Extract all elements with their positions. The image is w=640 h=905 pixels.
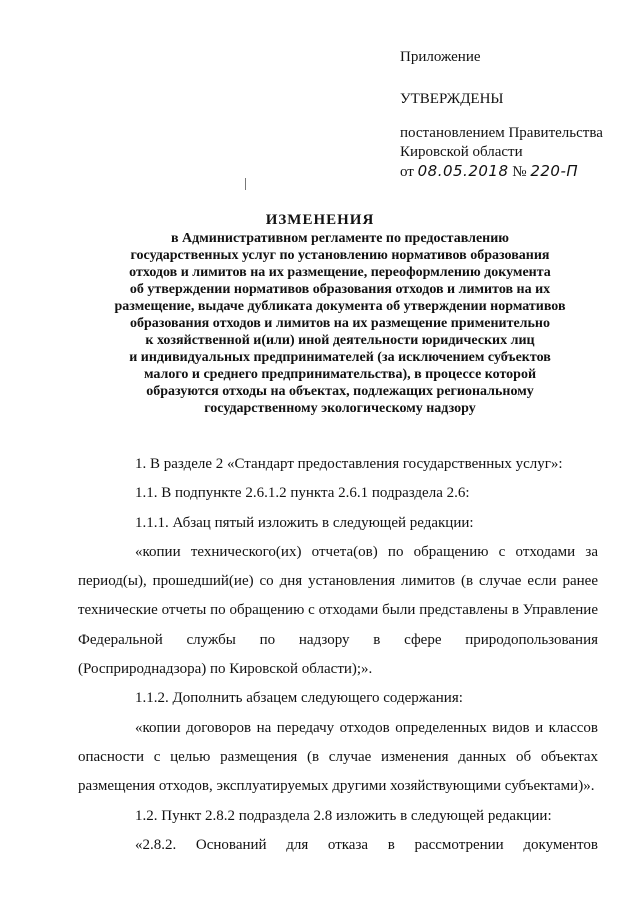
decree-line-1: постановлением Правительства <box>400 125 603 141</box>
number-prefix: № <box>512 164 527 180</box>
appendix-label: Приложение <box>400 49 481 65</box>
decree-date-number <box>400 162 578 181</box>
subtitle-line: государственному экологическому надзору <box>204 401 476 416</box>
document-body <box>78 450 598 860</box>
subtitle-line: отходов и лимитов на их размещение, переоформлению документа <box>129 265 551 280</box>
paragraph-quote-2: «копии договоров на передачу отходов определенных видов и классов опасности с целью размещения (в случае изменения данных об объектах размещения отходов, эксплуатируемых другими хозяйствующими субъектами)». <box>78 719 598 795</box>
document-subtitle <box>100 230 580 417</box>
scan-mark <box>245 178 246 190</box>
subtitle-line: размещение, выдаче дубликата документа об утверждении нормативов <box>114 299 566 314</box>
paragraph-2-8-2: «2.8.2. Оснований для отказа в рассмотрении документов <box>135 836 598 853</box>
paragraph-1-1-1: 1.1.1. Абзац пятый изложить в следующей редакции: <box>135 514 474 531</box>
subtitle-line: малого и среднего предпринимательства), в процессе которой <box>143 367 537 382</box>
subtitle-line: об утверждении нормативов образования отходов и лимитов на их <box>129 282 551 297</box>
document-title: ИЗМЕНЕНИЯ <box>265 212 375 228</box>
handwritten-number: 220-П <box>530 162 579 180</box>
subtitle-line: к хозяйственной и(или) иной деятельности юридических лиц <box>145 333 535 348</box>
paragraph-quote-1: «копии технического(их) отчета(ов) по обращению с отходами за период(ы), прошедший(ие) со дня установления лимитов (в случае если ранее технические отчеты по обращению с отходами были представлены в Управление Федеральной службы по надзору в сфере природопользования (Росприроднадзора) по Кировской области);». <box>78 543 598 678</box>
subtitle-line: государственных услуг по установлению нормативов образования <box>130 248 550 263</box>
approved-label: УТВЕРЖДЕНЫ <box>400 91 504 107</box>
decree-line-2: Кировской области <box>400 144 523 160</box>
handwritten-date: 08.05.2018 <box>417 162 509 180</box>
subtitle-line: и индивидуальных предпринимателей (за исключением субъектов <box>129 350 551 365</box>
paragraph-1-2: 1.2. Пункт 2.8.2 подраздела 2.8 изложить в следующей редакции: <box>135 807 552 824</box>
paragraph-1-1-2: 1.1.2. Дополнить абзацем следующего содержания: <box>135 690 463 707</box>
paragraph-1: 1. В разделе 2 «Стандарт предоставления государственных услуг»: <box>135 456 563 472</box>
subtitle-line: образуются отходы на объектах, подлежащих региональному <box>146 384 534 399</box>
paragraph-1-1: 1.1. В подпункте 2.6.1.2 пункта 2.6.1 подраздела 2.6: <box>135 485 470 502</box>
subtitle-line: образования отходов и лимитов на их размещение применительно <box>130 316 550 331</box>
from-prefix: от <box>400 164 414 180</box>
subtitle-line: в Административном регламенте по предоставлению <box>171 231 509 246</box>
